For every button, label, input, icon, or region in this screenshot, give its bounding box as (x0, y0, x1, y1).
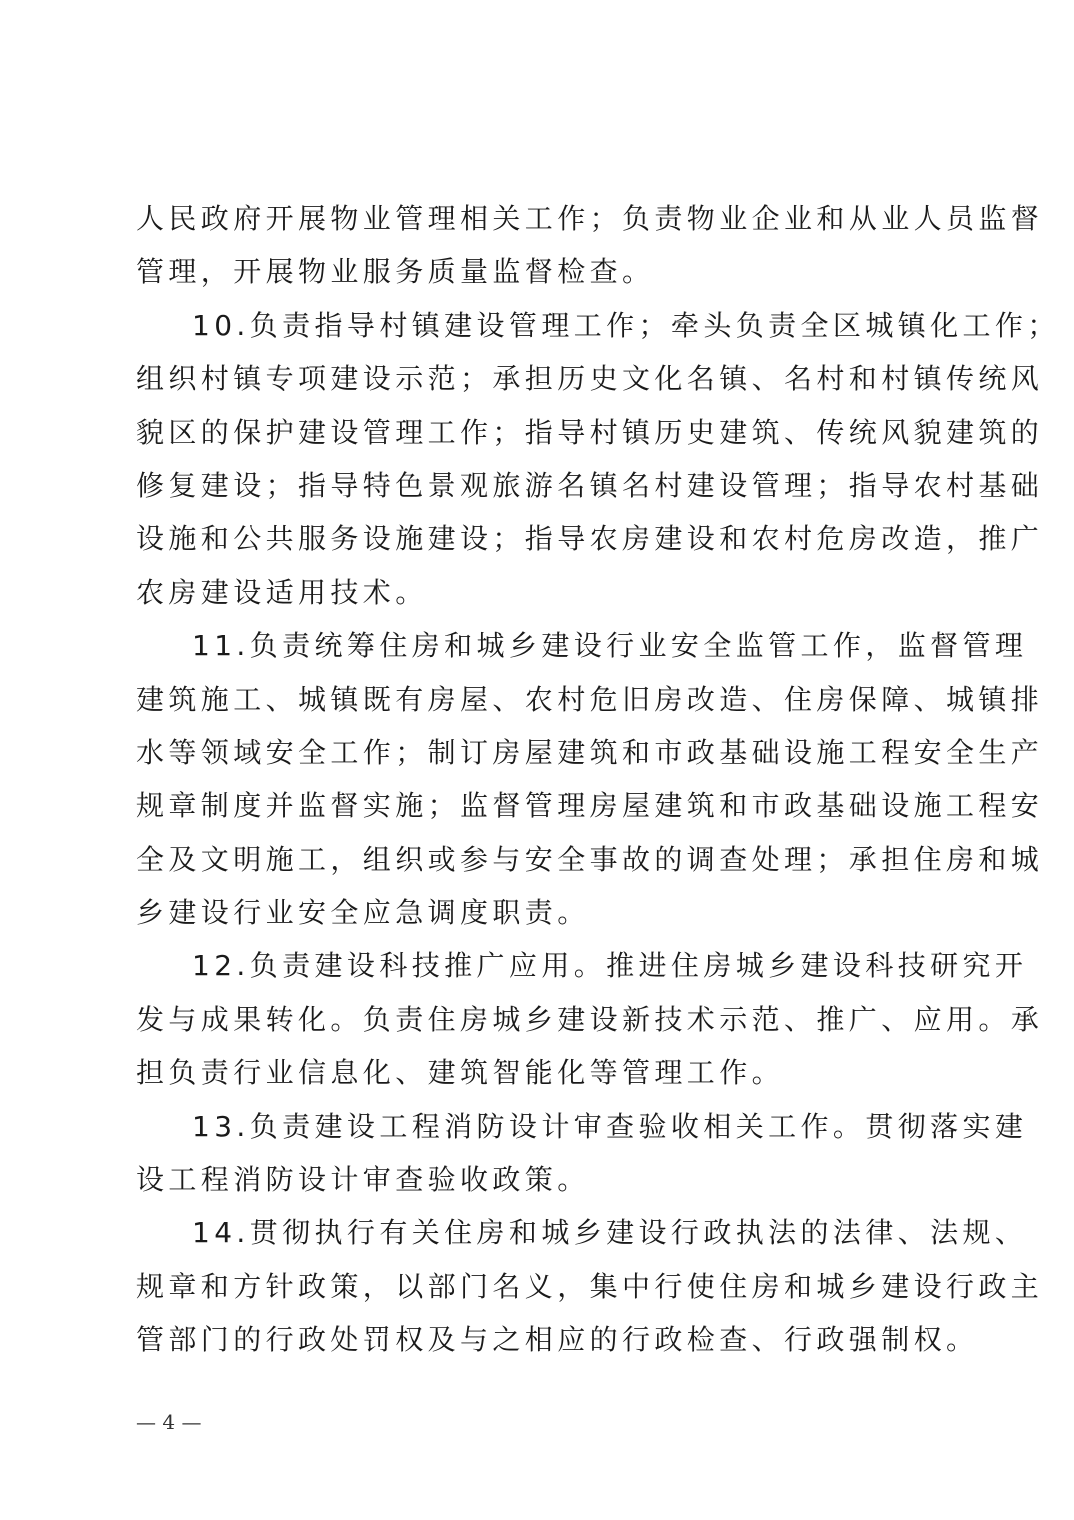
text-line: 设工程消防设计审查验收政策。 (136, 1163, 590, 1197)
text-line: 全及文明施工，组织或参与安全事故的调查处理；承担住房和城 (136, 842, 1044, 876)
text-line: 13.负责建设工程消防设计审查验收相关工作。贯彻落实建 (192, 1109, 1028, 1143)
text-line: 貌区的保护建设管理工作；指导村镇历史建筑、传统风貌建筑的 (136, 415, 1044, 449)
text-line: 修复建设；指导特色景观旅游名镇名村建设管理；指导农村基础 (136, 468, 1044, 502)
body-text (136, 192, 1060, 1367)
page-number: — 4 — (136, 1410, 202, 1434)
text-line: 发与成果转化。负责住房城乡建设新技术示范、推广、应用。承 (136, 1002, 1044, 1036)
text-line: 乡建设行业安全应急调度职责。 (136, 896, 590, 930)
text-line: 规章制度并监督实施；监督管理房屋建筑和市政基础设施工程安 (136, 789, 1044, 823)
text-line: 规章和方针政策，以部门名义，集中行使住房和城乡建设行政主 (136, 1269, 1044, 1303)
text-line: 管理，开展物业服务质量监督检查。 (136, 255, 655, 289)
text-line: 10.负责指导村镇建设管理工作；牵头负责全区城镇化工作； (192, 308, 1060, 342)
text-line: 12.负责建设科技推广应用。推进住房城乡建设科技研究开 (192, 949, 1028, 983)
text-line: 管部门的行政处罚权及与之相应的行政检查、行政强制权。 (136, 1323, 979, 1357)
text-line: 组织村镇专项建设示范；承担历史文化名镇、名村和村镇传统风 (136, 362, 1044, 396)
text-line: 担负责行业信息化、建筑智能化等管理工作。 (136, 1056, 785, 1090)
text-line: 水等领域安全工作；制订房屋建筑和市政基础设施工程安全生产 (136, 735, 1044, 769)
text-line: 农房建设适用技术。 (136, 575, 428, 609)
text-line: 人民政府开展物业管理相关工作；负责物业企业和从业人员监督 (136, 202, 1044, 235)
text-line: 14.贯彻执行有关住房和城乡建设行政执法的法律、法规、 (192, 1216, 1028, 1250)
text-line: 建筑施工、城镇既有房屋、农村危旧房改造、住房保障、城镇排 (136, 682, 1044, 716)
text-line: 11.负责统筹住房和城乡建设行业安全监管工作，监督管理 (192, 629, 1028, 663)
text-line: 设施和公共服务设施建设；指导农房建设和农村危房改造，推广 (136, 522, 1044, 556)
